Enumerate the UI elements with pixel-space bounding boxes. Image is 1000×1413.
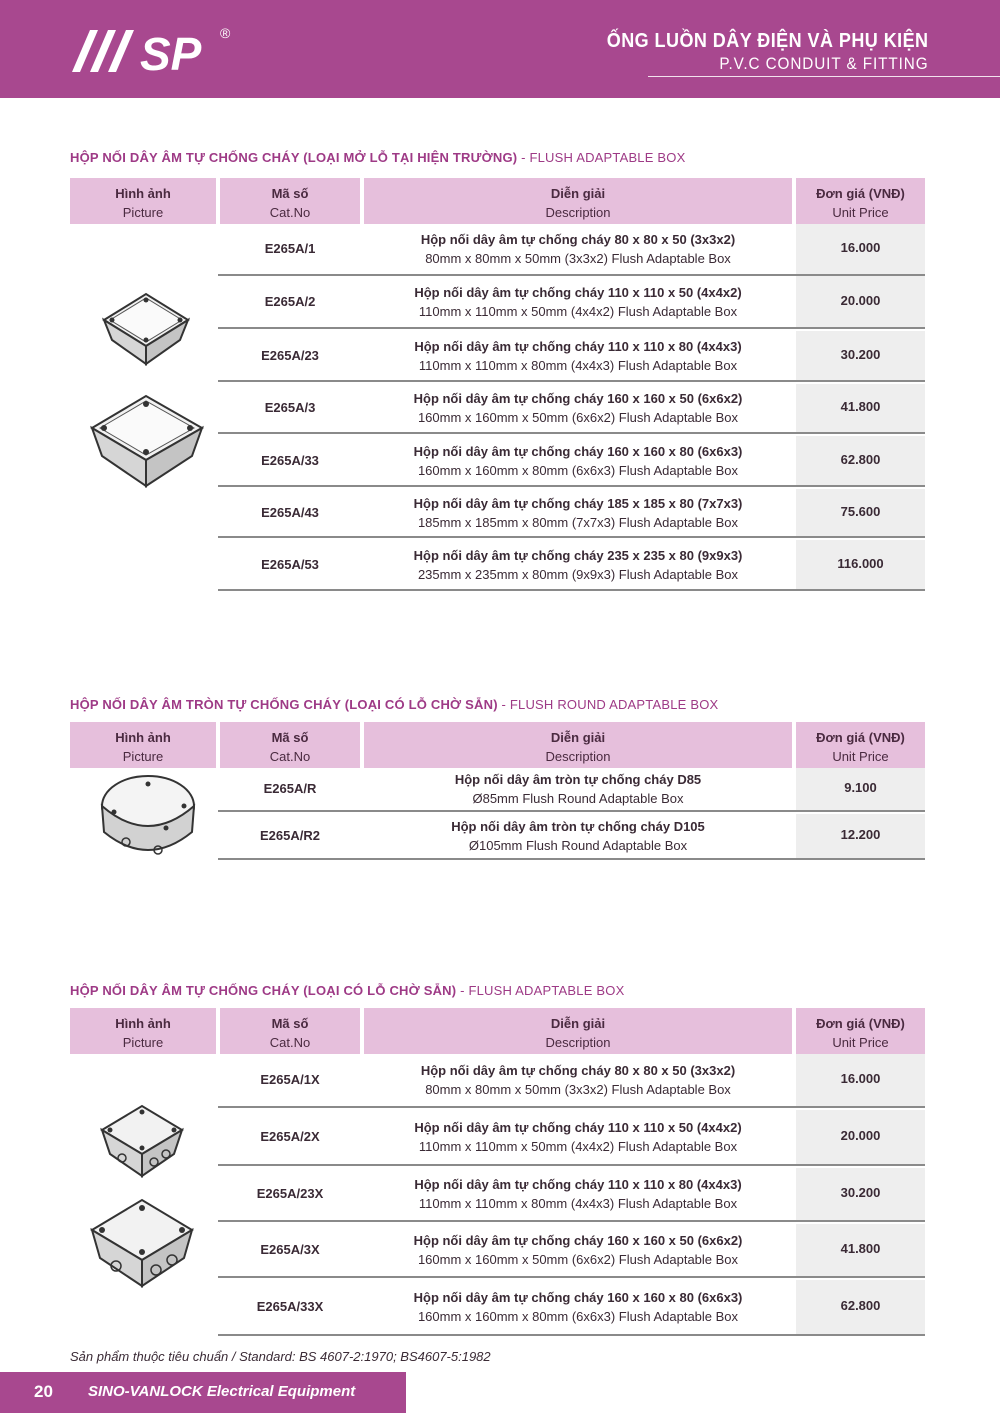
description [364, 1231, 792, 1269]
description-en: 160mm x 160mm x 80mm (6x6x3) Flush Adaptable Box [417, 463, 739, 478]
unit-price-value: 41.800 [840, 399, 881, 414]
unit-price-value: 16.000 [840, 240, 881, 255]
unit-price-value: 116.000 [837, 556, 884, 571]
cat-no: E265A/43 [261, 505, 319, 520]
description-vn: Hộp nối dây âm tự chống cháy 160 x 160 x 50 (6x6x2) [413, 1233, 743, 1248]
description [364, 230, 792, 268]
description-vn: Hộp nối dây âm tự chống cháy 110 x 110 x 50 (4x4x2) [414, 1120, 742, 1135]
logo-text: SP [140, 28, 202, 78]
unit-price [796, 540, 925, 589]
col-picture: Hình ảnh Picture [70, 178, 216, 224]
description-en: 110mm x 110mm x 50mm (4x4x2) Flush Adaptable Box [418, 1139, 738, 1154]
unit-price-value: 12.200 [840, 827, 881, 842]
unit-price-value: 9.100 [844, 780, 877, 795]
cat-no: E265A/33X [256, 1299, 324, 1314]
description-vn: Hộp nối dây âm tự chống cháy 110 x 110 x 80 (4x4x3) [414, 339, 742, 354]
section-title-vn: HỘP NỐI DÂY ÂM TỰ CHỐNG CHÁY (LOẠI CÓ LỖ CHỜ SẴN) [70, 983, 457, 998]
section-title [70, 697, 718, 712]
unit-price [796, 224, 925, 274]
standard-note: Sản phẩm thuộc tiêu chuẩn / Standard: BS 4607-2:1970; BS4607-5:1982 [70, 1349, 491, 1364]
unit-price-value: 30.200 [840, 1185, 881, 1200]
description-en: 80mm x 80mm x 50mm (3x3x2) Flush Adaptable Box [425, 1082, 731, 1097]
unit-price-value: 20.000 [840, 1128, 881, 1143]
description [364, 817, 792, 855]
table-row [218, 331, 925, 382]
section-title-en: - FLUSH ADAPTABLE BOX [517, 150, 686, 165]
cat-no: E265A/23 [261, 348, 319, 363]
section-title-en: - FLUSH ADAPTABLE BOX [456, 983, 625, 998]
col-description: Diễn giải Description [364, 178, 792, 224]
description [364, 389, 792, 427]
unit-price [796, 814, 925, 858]
table-row [218, 224, 925, 276]
page-number: 20 [34, 1382, 53, 1401]
table-header [70, 1008, 925, 1054]
unit-price [796, 1224, 925, 1276]
table-row [218, 814, 925, 860]
cat-no: E265A/2X [260, 1129, 320, 1144]
col-catno: Mã số Cat.No [220, 1008, 360, 1054]
square-box-icon [86, 392, 208, 492]
description-en: 110mm x 110mm x 80mm (4x4x3) Flush Adaptable Box [418, 1196, 738, 1211]
table-header [70, 178, 925, 224]
header-divider [648, 76, 1000, 77]
description-vn: Hộp nối dây âm tự chống cháy 80 x 80 x 50 (3x3x2) [420, 232, 736, 247]
col-description: Diễn giải Description [364, 722, 792, 768]
square-box-icon [96, 290, 196, 370]
unit-price-value: 41.800 [840, 1241, 881, 1256]
description-en: Ø105mm Flush Round Adaptable Box [468, 838, 688, 853]
unit-price [796, 1168, 925, 1220]
cat-no: E265A/23X [256, 1186, 324, 1201]
table-row [218, 540, 925, 591]
description-vn: Hộp nối dây âm tự chống cháy 235 x 235 x 80 (9x9x3) [413, 548, 743, 563]
description-vn: Hộp nối dây âm tự chống cháy 160 x 160 x 80 (6x6x3) [413, 444, 743, 459]
section-title-en: - FLUSH ROUND ADAPTABLE BOX [497, 697, 719, 712]
description-vn: Hộp nối dây âm tự chống cháy 80 x 80 x 50 (3x3x2) [420, 1063, 736, 1078]
description-en: 160mm x 160mm x 50mm (6x6x2) Flush Adaptable Box [417, 410, 739, 425]
round-box-icon [96, 772, 200, 868]
description-en: 110mm x 110mm x 50mm (4x4x2) Flush Adaptable Box [418, 304, 738, 319]
description [364, 442, 792, 480]
unit-price-value: 30.200 [840, 347, 881, 362]
description [364, 1175, 792, 1213]
cat-no: E265A/2 [264, 294, 316, 309]
cat-no: E265A/R2 [260, 828, 320, 843]
unit-price [796, 436, 925, 485]
col-catno: Mã số Cat.No [220, 722, 360, 768]
description-vn: Hộp nối dây âm tự chống cháy 185 x 185 x 80 (7x7x3) [413, 496, 743, 511]
sp-logo [68, 22, 248, 78]
section-title-vn: HỘP NỐI DÂY ÂM TRÒN TỰ CHỐNG CHÁY (LOẠI CÓ LỖ CHỜ SẴN) [70, 697, 498, 712]
description-en: 185mm x 185mm x 80mm (7x7x3) Flush Adaptable Box [417, 515, 739, 530]
table-row [218, 436, 925, 487]
table-row [218, 768, 925, 812]
table-row [218, 1110, 925, 1166]
table-row [218, 1168, 925, 1222]
unit-price [796, 384, 925, 432]
square-box-knockout-icon [96, 1102, 188, 1182]
description [364, 546, 792, 584]
description-en: 80mm x 80mm x 50mm (3x3x2) Flush Adaptable Box [425, 251, 731, 266]
unit-price [796, 768, 925, 810]
unit-price-value: 75.600 [840, 504, 881, 519]
description [364, 494, 792, 532]
col-catno: Mã số Cat.No [220, 178, 360, 224]
description-en: 110mm x 110mm x 80mm (4x4x3) Flush Adaptable Box [418, 358, 738, 373]
section-title [70, 150, 685, 165]
unit-price [796, 1110, 925, 1164]
unit-price [796, 1054, 925, 1106]
description-vn: Hộp nối dây âm tự chống cháy 110 x 110 x 50 (4x4x2) [414, 285, 742, 300]
description-en: 235mm x 235mm x 80mm (9x9x3) Flush Adaptable Box [417, 567, 739, 582]
cat-no: E265A/R [263, 781, 317, 796]
footer-brand: SINO-VANLOCK Electrical Equipment [88, 1383, 356, 1400]
cat-no: E265A/33 [261, 453, 319, 468]
col-price: Đơn giá (VNĐ) Unit Price [796, 1008, 925, 1054]
cat-no: E265A/1 [264, 241, 316, 256]
description-en: 160mm x 160mm x 80mm (6x6x3) Flush Adaptable Box [417, 1309, 739, 1324]
description [364, 1118, 792, 1156]
table-row [218, 1224, 925, 1278]
unit-price [796, 331, 925, 380]
table-row [218, 384, 925, 434]
table-row [218, 1280, 925, 1336]
table-row [218, 1054, 925, 1108]
description-vn: Hộp nối dây âm tự chống cháy 110 x 110 x 80 (4x4x3) [414, 1177, 742, 1192]
unit-price-value: 20.000 [840, 293, 881, 308]
col-price: Đơn giá (VNĐ) Unit Price [796, 722, 925, 768]
cat-no: E265A/3 [264, 400, 316, 415]
table-header [70, 722, 925, 768]
unit-price [796, 1280, 925, 1334]
description [364, 337, 792, 375]
cat-no: E265A/53 [261, 557, 319, 572]
description-vn: Hộp nối dây âm tròn tự chống cháy D85 [454, 772, 702, 787]
header-title-vn: ỐNG LUỒN DÂY ĐIỆN VÀ PHỤ KIỆN [606, 30, 928, 52]
description [364, 1061, 792, 1099]
description-vn: Hộp nối dây âm tự chống cháy 160 x 160 x 80 (6x6x3) [413, 1290, 743, 1305]
col-picture: Hình ảnh Picture [70, 722, 216, 768]
header-title-en: P.V.C CONDUIT & FITTING [718, 54, 928, 73]
cat-no: E265A/1X [260, 1072, 320, 1087]
product-table [70, 178, 925, 593]
col-price: Đơn giá (VNĐ) Unit Price [796, 178, 925, 224]
description [364, 1288, 792, 1326]
product-table [70, 1008, 925, 1340]
section-title-vn: HỘP NỐI DÂY ÂM TỰ CHỐNG CHÁY (LOẠI MỞ LỖ TẠI HIỆN TRƯỜNG) [70, 150, 518, 165]
description [364, 283, 792, 321]
unit-price-value: 62.800 [840, 452, 881, 467]
description-en: 160mm x 160mm x 50mm (6x6x2) Flush Adaptable Box [417, 1252, 739, 1267]
unit-price-value: 62.800 [840, 1298, 881, 1313]
cat-no: E265A/3X [260, 1242, 320, 1257]
registered-mark: ® [220, 25, 231, 41]
header-title [571, 30, 929, 74]
col-description: Diễn giải Description [364, 1008, 792, 1054]
page-header [0, 0, 1000, 98]
description-vn: Hộp nối dây âm tròn tự chống cháy D105 [451, 819, 705, 834]
unit-price-value: 16.000 [840, 1071, 881, 1086]
description-en: Ø85mm Flush Round Adaptable Box [472, 791, 684, 806]
page-footer [0, 1372, 406, 1413]
table-row [218, 276, 925, 329]
unit-price [796, 489, 925, 536]
table-row [218, 489, 925, 538]
description-vn: Hộp nối dây âm tự chống cháy 160 x 160 x 50 (6x6x2) [413, 391, 743, 406]
col-picture: Hình ảnh Picture [70, 1008, 216, 1054]
description [364, 770, 792, 808]
square-box-knockout-icon [86, 1196, 198, 1292]
unit-price [796, 276, 925, 327]
section-title [70, 983, 624, 998]
